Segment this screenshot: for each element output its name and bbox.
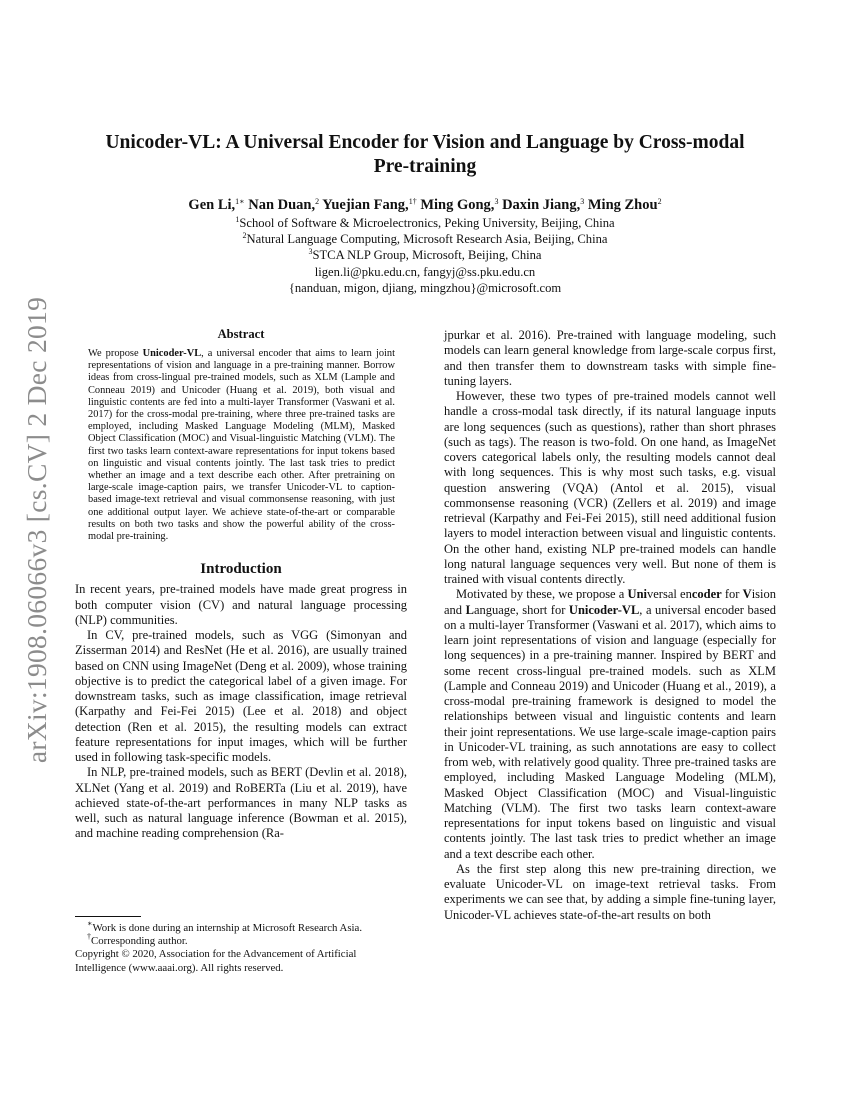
copyright-notice: Copyright © 2020, Association for the Advancement of Artificial Intelligence (www.aaai.org). All rights reserved. [75, 948, 357, 974]
author-list [80, 196, 770, 214]
intro-paragraph: In NLP, pre-trained models, such as BERT (Devlin et al. 2018), XLNet (Yang et al. 2019) and RoBERTa (Liu et al. 2019), have achieved state-of-the-art performances in many NLP tasks as well, such as natural language inference (Bowman et al. 2015), and machine reading comprehension (Ra- [75, 765, 407, 841]
footnote: †Corresponding author. [87, 932, 188, 948]
affiliations [80, 215, 770, 296]
email-line: {nanduan, migon, djiang, mingzhou}@microsoft.com [288, 280, 562, 295]
author-name: Yuejian Fang, [322, 197, 409, 213]
author-name: Ming Zhou [587, 197, 658, 213]
arxiv-stamp: arXiv:1908.06066v3 [cs.CV] 2 Dec 2019 [21, 296, 52, 764]
abstract-heading: Abstract [217, 327, 265, 341]
footnotes [75, 916, 407, 975]
author-name: Daxin Jiang, [502, 197, 581, 213]
email-line: ligen.li@pku.edu.cn, fangyj@ss.pku.edu.cn [314, 264, 536, 279]
author-mark: 2 [657, 197, 662, 206]
author-name: Ming Gong, [420, 197, 495, 213]
intro-paragraph: However, these two types of pre-trained models cannot well handle a cross-modal task directly, if its natural language inputs are long sequences (such as questions), rather than short phrases (such as tags). The reason is two-fold. On one hand, as ImageNet covers categorical labels only, the resulting models cannot deal with long sequences. This is why most such tasks, e.g. visual question answering (VQA) (Antol et al. 2015), visual commonsense reasoning (VCR) (Zellers et al. 2019) and image retrieval (Karpathy and Fei-Fei 2015), still need additional fusion layers to model interaction between visual and linguistic contents. On the other hand, existing NLP pre-trained models can handle long natural language sequences very well. But none of them is trained with visual contents directly. [444, 389, 776, 586]
author-name: Nan Duan, [248, 197, 316, 213]
author-mark: 1† [408, 197, 417, 206]
affiliation-line: $^1$School of Software & Microelectronics, Peking University, Beijing, China [235, 215, 615, 230]
footnote: ∗Work is done during an internship at Microsoft Research Asia. [87, 919, 363, 934]
affiliation-line: $^2$Natural Language Computing, Microsoft Research Asia, Beijing, China [242, 231, 608, 247]
intro-paragraph: jpurkar et al. 2016). Pre-trained with language modeling, such models can learn general knowledge from large-scale corpus first, and then transfer them to downstream tasks with simple fine-tuning layers. [444, 328, 776, 388]
affiliation-line: $^3$STCA NLP Group, Microsoft, Beijing, China [308, 247, 542, 263]
left-column [75, 326, 407, 842]
intro-paragraph: In CV, pre-trained models, such as VGG (Simonyan and Zisserman 2014) and ResNet (He et al. 2016), are usually trained based on CNN using ImageNet (Deng et al. 2009), whose training objective is to predict the categorical label of a given image. For downstream tasks, such as image classification, image retrieval (Karpathy and Fei-Fei 2015) (Lee et al. 2018) and object detection (Ren et al. 2015), the resulting models can extract feature representations for input images, which will be further used in following task-specific models. [75, 628, 407, 764]
intro-paragraph: In recent years, pre-trained models have made great progress in both computer vision (CV) and natural language processing (NLP) communities. [75, 582, 407, 627]
author-mark: 2 [315, 197, 320, 206]
author-mark: 1∗ [235, 197, 245, 206]
intro-paragraph: As the first step along this new pre-training direction, we evaluate Unicoder-VL on image-text retrieval tasks. From experiments we can see that, by adding a simple fine-tuning layer, Unicoder-VL achieves state-of-the-art results on both [444, 861, 776, 922]
right-column [444, 328, 776, 923]
footnote-rule [75, 916, 141, 917]
intro-paragraph: Motivated by these, we propose a Universal encoder for Vision and Language, short for Unicoder-VL, a universal encoder based on a multi-layer Transformer (Vaswani et al. 2017), which aims to learn joint representations of vision and language (especially for long sequences) in a pre-training manner. Inspired by BERT and some recent cross-lingual pre-trained models. such as XLM (Lample and Conneau 2019) and Unicoder (Huang et al., 2019), a cross-modal pre-training framework is designed to model the relationships between visual and linguistic contents and learn their joint representations. We use large-scale image-caption pairs in Unicoder-VL training, as such annotations are easy to collect from web, with relatively good quality. Three pre-trained tasks are employed, including Masked Language Modeling (MLM), Masked Object Classification (MOC) and Visual-linguistic Matching (VLM). The first two tasks learn context-aware representations for input tokens based on linguistic and visual contents jointly. The last task tries to predict whether an image and a text describe each other. [444, 587, 777, 861]
author-mark: 3 [494, 197, 499, 206]
introduction-heading: Introduction [200, 561, 282, 578]
author-name: Gen Li, [188, 197, 236, 213]
paper-title: Unicoder-VL: A Universal Encoder for Vision and Language by Cross-modal Pre-training [105, 132, 745, 177]
abstract-text: We propose Unicoder-VL, a universal encoder that aims to learn joint representations of vision and language in a pre-training manner. Borrow ideas from cross-lingual pre-trained models, such as XLM (Lample and Conneau 2019) and Unicoder (Huang et al. 2019), both visual and linguistic contents are fed into a multi-layer Transformer (Vaswani et al. 2017) for the cross-modal pre-training, where three pre-trained tasks are employed, including Masked Language Modeling (MLM), Masked Object Classification (MOC) and Visual-linguistic Matching (VLM). The first two tasks learn context-aware representations for input tokens based on linguistic and visual contents jointly. The last task tries to predict whether an image and a text describe each other. After pretraining on large-scale image-caption pairs, we transfer Unicoder-VL to caption-based image-text retrieval and visual commonsense reasoning, with just one additional output layer. We achieve state-of-the-art or comparable results on both two tasks and show the powerful ability of the cross-modal pre-training. [88, 348, 395, 543]
author-mark: 3 [580, 197, 585, 206]
